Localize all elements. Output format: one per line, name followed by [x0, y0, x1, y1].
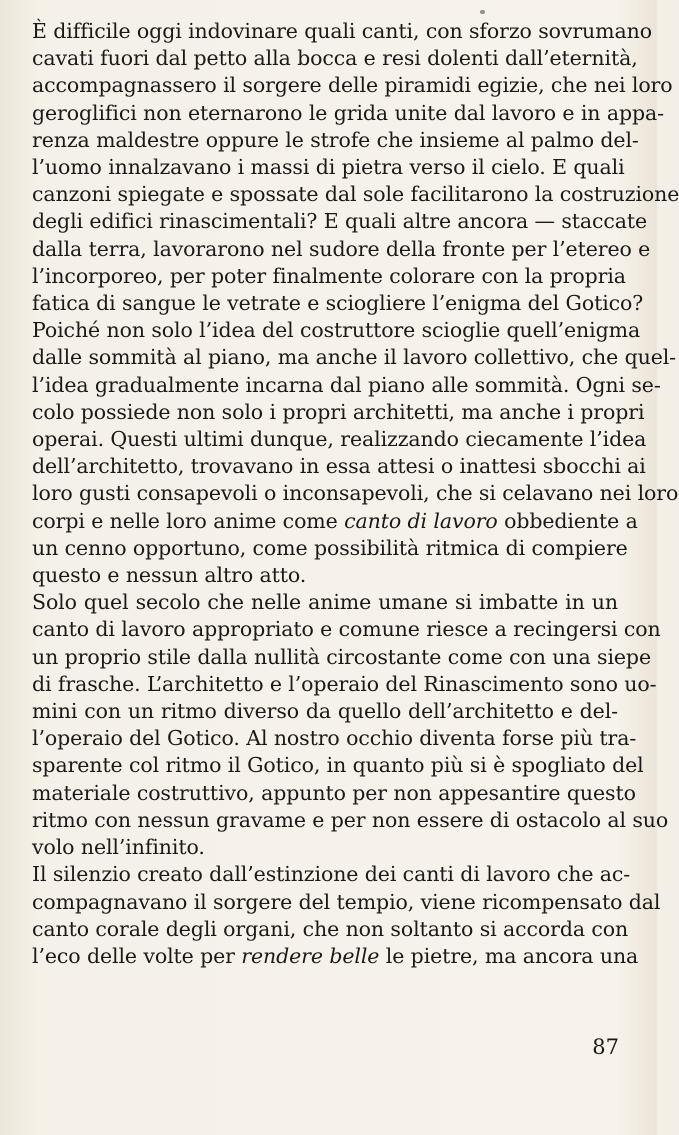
- text-line-with-italic: [32, 943, 639, 970]
- text-line: È difficile oggi indovinare quali canti, con sforzo sovrumano: [32, 19, 652, 43]
- text-line: canto corale degli organi, che non soltanto si accorda con: [32, 916, 629, 941]
- italic-phrase: rendere belle: [241, 943, 380, 968]
- text-line: un cenno opportuno, come possibilità ritmica di compiere: [32, 535, 628, 560]
- paragraph-3: [32, 861, 661, 970]
- body-text: [32, 18, 679, 970]
- paragraph-2: [32, 589, 669, 861]
- text-line: l’operaio del Gotico. Al nostro occhio diventa forse più tra-: [32, 726, 637, 751]
- text-line: compagnavano il sorgere del tempio, viene ricompensato dal: [32, 889, 661, 914]
- text-line: canto di lavoro appropriato e comune riesce a recingersi con: [32, 617, 661, 642]
- text-run: le pietre, ma ancora una: [379, 943, 639, 968]
- text-line: l’idea gradualmente incarna dal piano alle sommità. Ogni se-: [32, 372, 661, 397]
- text-line: l’incorporeo, per poter finalmente colorare con la propria: [32, 263, 626, 288]
- text-line: colo possiede non solo i propri architetti, ma anche i propri: [32, 399, 645, 424]
- text-line: canzoni spiegate e spossate dal sole facilitarono la costruzione: [32, 182, 679, 207]
- text-line: l’uomo innalzavano i massi di pietra verso il cielo. E quali: [32, 155, 625, 180]
- text-line: dalle sommità al piano, ma anche il lavoro collettivo, che quel-: [32, 345, 677, 370]
- text-line: ritmo con nessun gravame e per non essere di ostacolo al suo: [32, 807, 669, 832]
- text-line: loro gusti consapevoli o inconsapevoli, che si celavano nei loro: [32, 481, 679, 506]
- paragraph-1: [32, 18, 679, 589]
- text-line: mini con un ritmo diverso da quello dell’architetto e del-: [32, 699, 618, 724]
- text-line: materiale costruttivo, appunto per non appesantire questo: [32, 780, 636, 805]
- text-line-last: volo nell’infinito.: [32, 835, 205, 860]
- text-line: dalla terra, lavorarono nel sudore della fronte per l’etereo e: [32, 236, 651, 261]
- print-speck: [480, 10, 485, 14]
- text-line: Il silenzio creato dall’estinzione dei canti di lavoro che ac-: [32, 862, 631, 887]
- text-line: Solo quel secolo che nelle anime umane si imbatte in un: [32, 590, 618, 615]
- text-line: geroglifici non eternarono le grida unite dal lavoro e in appa-: [32, 100, 664, 125]
- text-line: operai. Questi ultimi dunque, realizzando ciecamente l’idea: [32, 427, 647, 452]
- italic-phrase: canto di lavoro: [344, 508, 498, 533]
- text-run: corpi e nelle loro anime come: [32, 508, 345, 533]
- text-run: obbediente a: [497, 508, 638, 533]
- text-line: accompagnassero il sorgere delle piramidi egizie, che nei loro: [32, 73, 673, 98]
- text-line: fatica di sangue le vetrate e sciogliere l’enigma del Gotico?: [32, 291, 644, 316]
- text-line: di frasche. L’architetto e l’operaio del Rinascimento sono uo-: [32, 671, 657, 696]
- text-run: l’eco delle volte per: [32, 943, 242, 968]
- text-line: renza maldestre oppure le strofe che insieme al palmo del-: [32, 127, 639, 152]
- text-line: dell’architetto, trovavano in essa attesi o inattesi sbocchi ai: [32, 454, 646, 479]
- text-line-last: questo e nessun altro atto.: [32, 563, 307, 588]
- page-number: 87: [592, 1035, 619, 1059]
- text-line: Poiché non solo l’idea del costruttore scioglie quell’enigma: [32, 318, 641, 343]
- text-line: sparente col ritmo il Gotico, in quanto più si è spogliato del: [32, 753, 644, 778]
- text-line-with-italic: [32, 508, 638, 535]
- text-line: un proprio stile dalla nullità circostante come con una siepe: [32, 644, 651, 669]
- text-line: degli edifici rinascimentali? E quali altre ancora — staccate: [32, 209, 648, 234]
- text-line: cavati fuori dal petto alla bocca e resi dolenti dall’eternità,: [32, 46, 638, 71]
